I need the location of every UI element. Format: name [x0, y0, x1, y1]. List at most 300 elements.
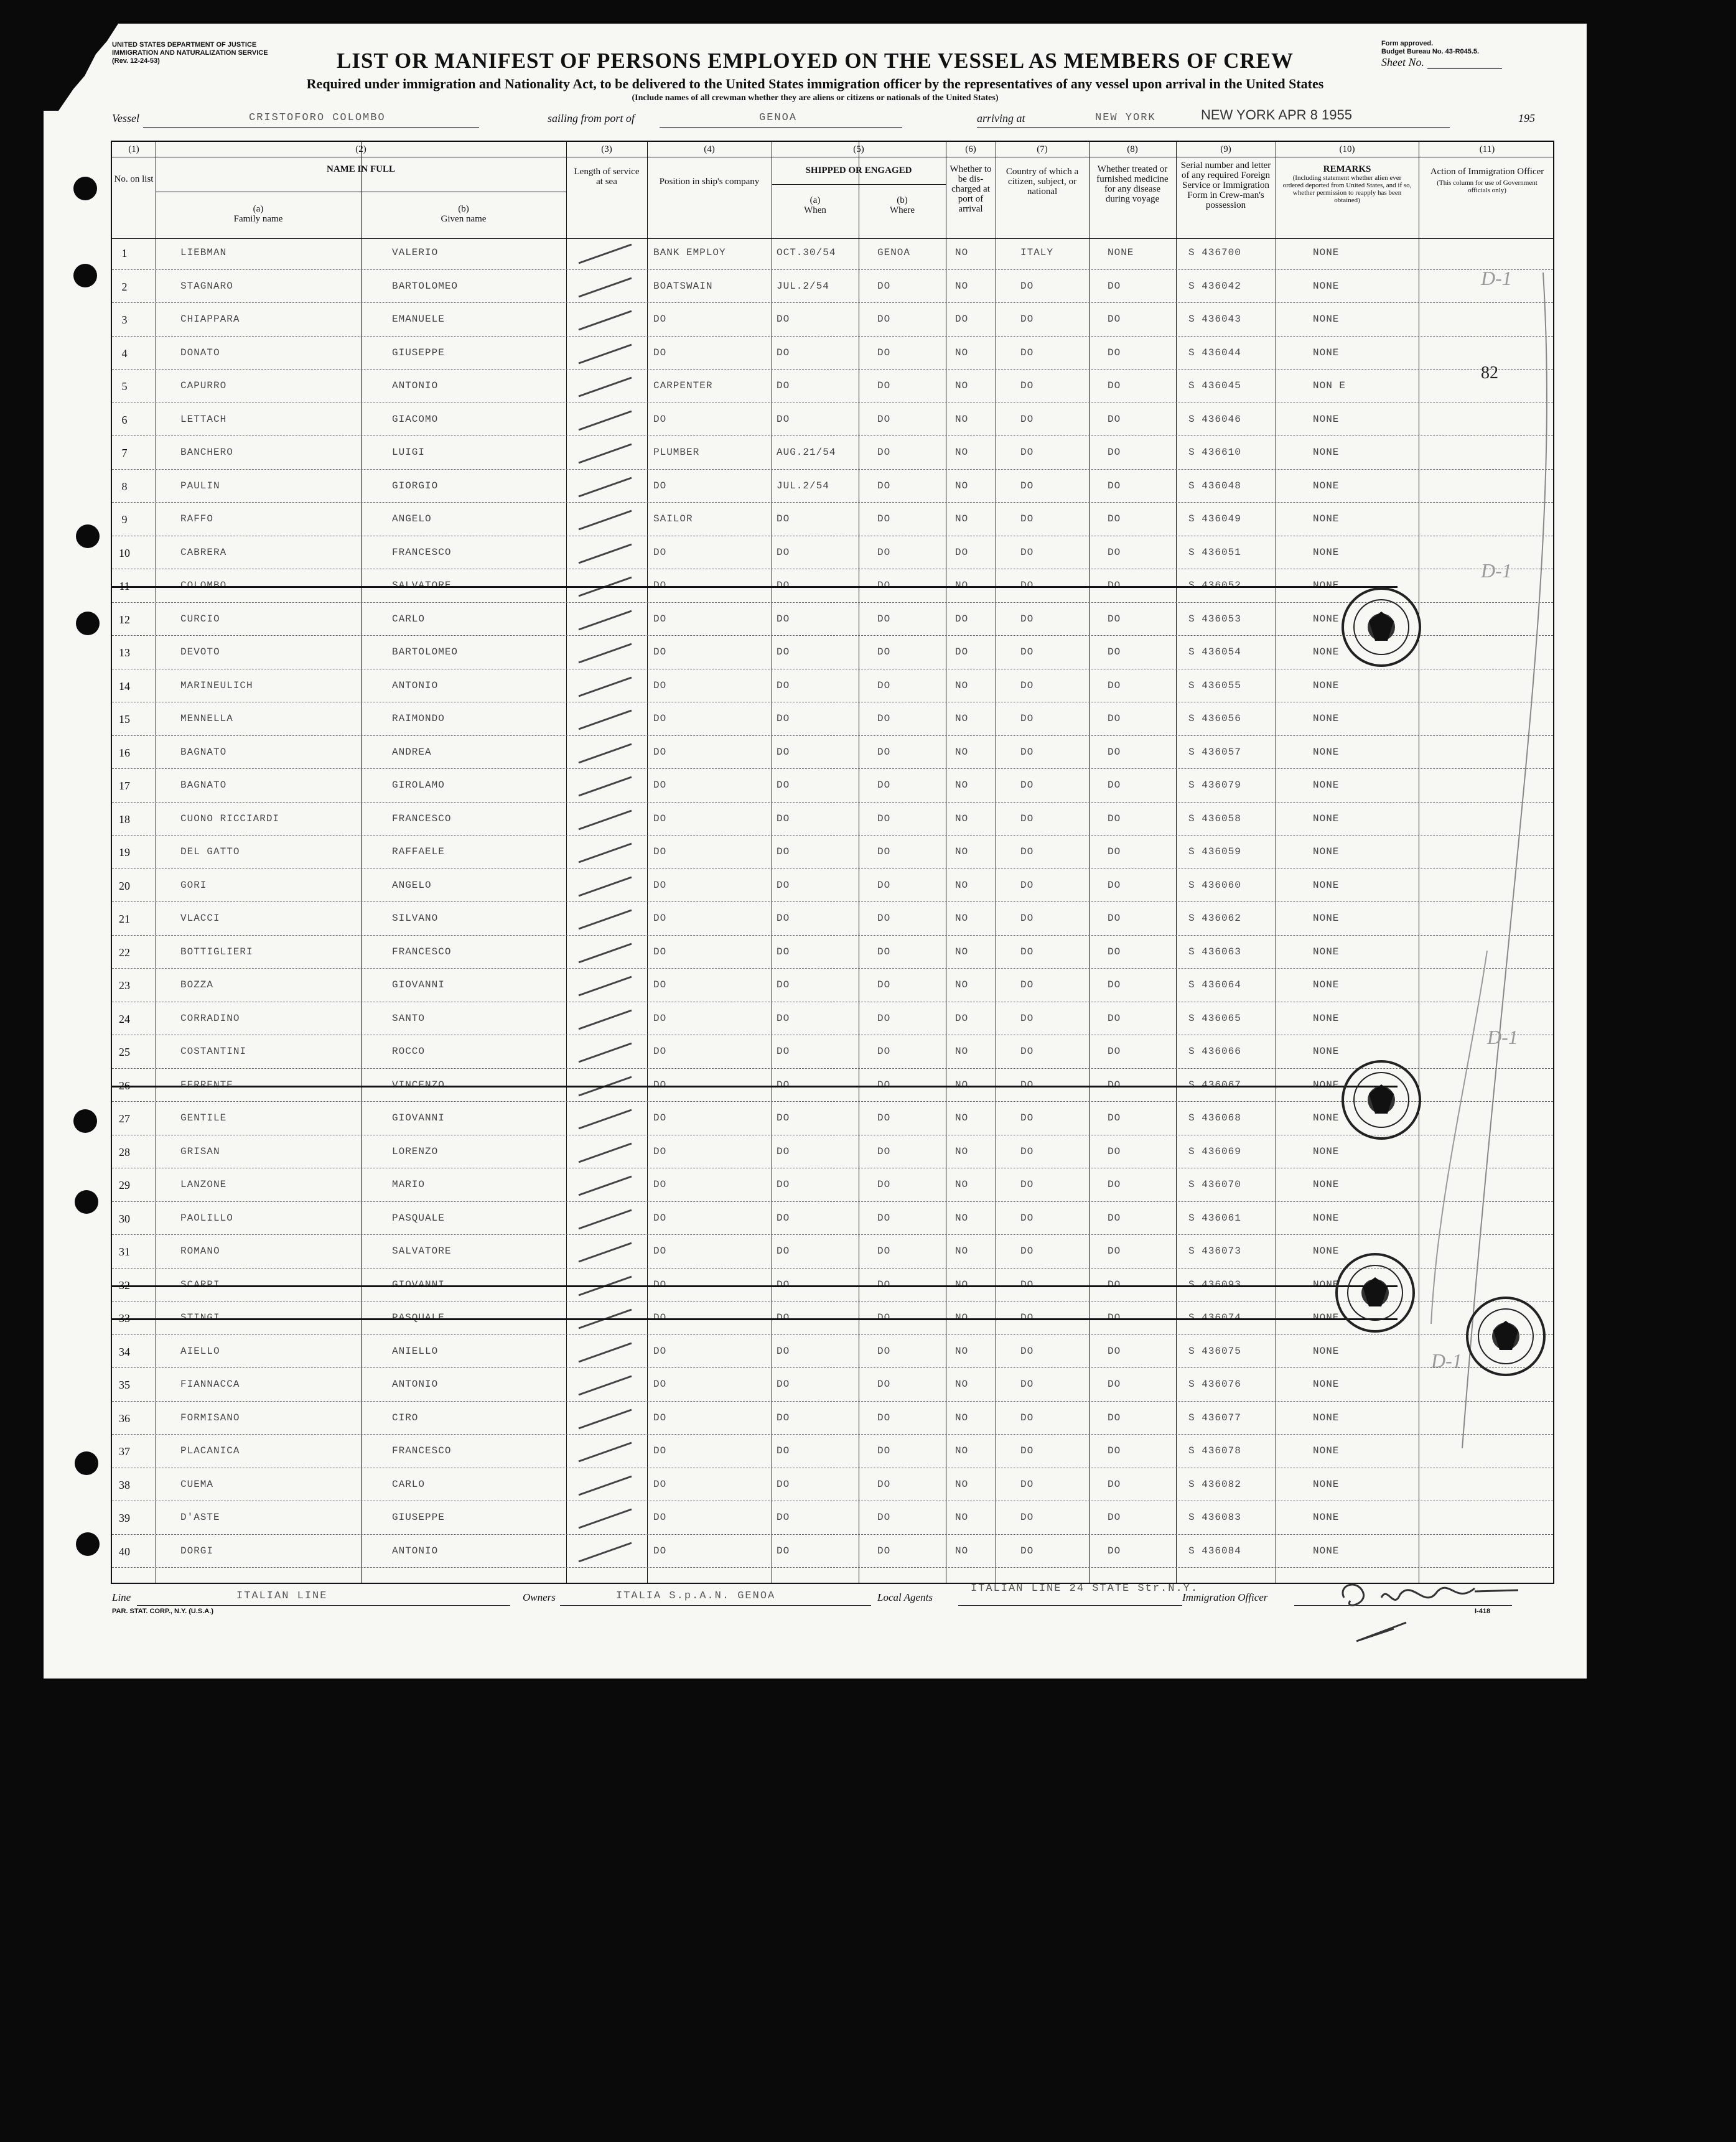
row-number: 33: [119, 1312, 130, 1325]
cell-given: ANTONIO: [392, 1545, 439, 1557]
cell-rem: NONE: [1313, 1312, 1340, 1323]
port-name: GENOA: [759, 112, 798, 124]
cell-country: DO: [1020, 1379, 1034, 1390]
punch-hole: [76, 524, 100, 548]
row-number: 26: [119, 1079, 130, 1092]
cell-where: DO: [877, 280, 891, 292]
cell-given: CARLO: [392, 1478, 426, 1490]
cell-serial: S 436042: [1188, 280, 1241, 292]
arriving-port: NEW YORK: [1095, 112, 1156, 124]
cell-med: DO: [1108, 413, 1121, 425]
cell-given: FRANCESCO: [392, 546, 452, 558]
cell-pos: DO: [653, 1079, 667, 1091]
cell-rem: NONE: [1313, 1545, 1340, 1557]
cell-family: LETTACH: [180, 413, 227, 425]
consulate-seal: [1338, 584, 1425, 671]
cell-family: ROMANO: [180, 1246, 220, 1257]
cell-when: DO: [777, 1212, 790, 1224]
manifest-page: [44, 24, 1587, 1679]
owners-value: ITALIA S.p.A.N. GENOA: [616, 1590, 776, 1602]
cell-med: DO: [1108, 1478, 1121, 1490]
cell-family: CABRERA: [180, 546, 227, 558]
cell-med: DO: [1108, 979, 1121, 990]
cell-country: DO: [1020, 347, 1034, 358]
cell-when: DO: [777, 1145, 790, 1157]
cell-given: ANDREA: [392, 746, 432, 758]
row-number: 27: [119, 1112, 130, 1125]
cell-family: GRISAN: [180, 1145, 220, 1157]
cell-dis: NO: [955, 1278, 969, 1290]
cell-family: CAPURRO: [180, 380, 227, 391]
cell-given: ANTONIO: [392, 1379, 439, 1390]
cell-pos: DO: [653, 946, 667, 957]
form-code: I-418: [1475, 1608, 1491, 1615]
cell-med: DO: [1108, 813, 1121, 824]
cell-when: DO: [777, 679, 790, 691]
cell-where: DO: [877, 314, 891, 325]
cell-when: DO: [777, 380, 790, 391]
cell-where: DO: [877, 513, 891, 524]
cell-country: DO: [1020, 846, 1034, 857]
cell-family: LANZONE: [180, 1179, 227, 1190]
row-number: 15: [119, 713, 130, 725]
cell-country: DO: [1020, 1012, 1034, 1024]
cell-when: DO: [777, 979, 790, 990]
cell-pos: DO: [653, 314, 667, 325]
cell-serial: S 436058: [1188, 813, 1241, 824]
cell-country: DO: [1020, 513, 1034, 524]
cell-country: DO: [1020, 679, 1034, 691]
sailing-label: sailing from port of: [548, 112, 635, 124]
cell-serial: S 436079: [1188, 780, 1241, 791]
cell-where: DO: [877, 546, 891, 558]
cell-country: DO: [1020, 380, 1034, 391]
cell-when: DO: [777, 1112, 790, 1124]
cell-where: DO: [877, 1112, 891, 1124]
cell-pos: DO: [653, 813, 667, 824]
cell-pos: BANK EMPLOY: [653, 247, 726, 258]
cell-when: DO: [777, 813, 790, 824]
cell-country: DO: [1020, 280, 1034, 292]
cell-family: GORI: [180, 879, 207, 891]
manifest-title: LIST OR MANIFEST OF PERSONS EMPLOYED ON THE VESSEL AS MEMBERS OF CREW: [336, 49, 1294, 73]
cell-pos: DO: [653, 713, 667, 724]
cell-pos: DO: [653, 1278, 667, 1290]
cell-country: DO: [1020, 1278, 1034, 1290]
cell-where: DO: [877, 1212, 891, 1224]
cell-serial: S 436054: [1188, 646, 1241, 658]
row-number: 36: [119, 1412, 130, 1425]
row-number: 28: [119, 1145, 130, 1158]
cell-pos: DO: [653, 846, 667, 857]
cell-dis: NO: [955, 580, 969, 591]
cell-when: DO: [777, 713, 790, 724]
row-number: 38: [119, 1478, 130, 1491]
cell-where: DO: [877, 1412, 891, 1423]
cell-family: BANCHERO: [180, 447, 233, 458]
cell-given: FRANCESCO: [392, 813, 452, 824]
cell-pos: DO: [653, 1112, 667, 1124]
cell-when: DO: [777, 613, 790, 625]
cell-dis: NO: [955, 1212, 969, 1224]
cell-serial: S 436070: [1188, 1179, 1241, 1190]
cell-rem: NONE: [1313, 1478, 1340, 1490]
cell-country: DO: [1020, 713, 1034, 724]
cell-where: DO: [877, 713, 891, 724]
cell-country: DO: [1020, 746, 1034, 758]
cell-med: DO: [1108, 1545, 1121, 1557]
disposition-mark: D-1: [1487, 1026, 1518, 1048]
cell-when: DO: [777, 1345, 790, 1357]
cell-when: DO: [777, 1512, 790, 1523]
cell-given: ANGELO: [392, 879, 432, 891]
cell-dis: NO: [955, 780, 969, 791]
cell-when: DO: [777, 1412, 790, 1423]
cell-family: MARINEULICH: [180, 679, 253, 691]
cell-when: DO: [777, 746, 790, 758]
cell-pos: DO: [653, 679, 667, 691]
cell-family: FORMISANO: [180, 1412, 240, 1423]
cell-where: DO: [877, 1512, 891, 1523]
cell-serial: S 436056: [1188, 713, 1241, 724]
cell-given: ANTONIO: [392, 380, 439, 391]
cell-rem: NONE: [1313, 247, 1340, 258]
cell-country: DO: [1020, 1212, 1034, 1224]
row-number: 23: [119, 979, 130, 992]
cell-when: DO: [777, 1246, 790, 1257]
cell-country: DO: [1020, 946, 1034, 957]
cell-dis: NO: [955, 447, 969, 458]
cell-serial: S 436093: [1188, 1278, 1241, 1290]
cell-rem: NONE: [1313, 1112, 1340, 1124]
owners-label: Owners: [523, 1591, 556, 1603]
cell-family: BAGNATO: [180, 746, 227, 758]
row-number: 11: [119, 580, 130, 592]
cell-family: COSTANTINI: [180, 1046, 247, 1057]
cell-family: RAFFO: [180, 513, 214, 524]
cell-pos: DO: [653, 613, 667, 625]
cell-rem: NONE: [1313, 1278, 1340, 1290]
cell-serial: S 436048: [1188, 480, 1241, 491]
cell-rem: NON E: [1313, 380, 1346, 391]
cell-serial: S 436069: [1188, 1145, 1241, 1157]
row-number: 29: [119, 1179, 130, 1191]
cell-dis: DO: [955, 646, 969, 658]
cell-given: LUIGI: [392, 447, 426, 458]
cell-where: DO: [877, 1079, 891, 1091]
cell-serial: S 436610: [1188, 447, 1241, 458]
cell-given: GIOVANNI: [392, 1112, 445, 1124]
cell-med: DO: [1108, 480, 1121, 491]
row-number: 3: [121, 314, 128, 326]
row-number: 32: [119, 1278, 130, 1292]
col-no-header: No. on list: [114, 174, 154, 184]
seal-graphic: [1343, 1061, 1420, 1139]
cell-serial: S 436046: [1188, 413, 1241, 425]
cell-rem: NONE: [1313, 513, 1340, 524]
row-number: 31: [119, 1246, 130, 1258]
cell-given: BARTOLOMEO: [392, 646, 459, 658]
cell-when: DO: [777, 646, 790, 658]
cell-pos: DO: [653, 879, 667, 891]
cell-dis: NO: [955, 1379, 969, 1390]
cell-dis: DO: [955, 1012, 969, 1024]
cell-dis: NO: [955, 380, 969, 391]
cell-pos: DO: [653, 1379, 667, 1390]
cell-given: ANIELLO: [392, 1345, 439, 1357]
col-position-header: Position in ship's company: [659, 177, 760, 187]
col-discharge-header: Whether to be dis-charged at port of arrival: [950, 164, 992, 214]
cell-where: DO: [877, 813, 891, 824]
cell-where: DO: [877, 1179, 891, 1190]
cell-rem: NONE: [1313, 1345, 1340, 1357]
cell-where: DO: [877, 879, 891, 891]
cell-family: BAGNATO: [180, 780, 227, 791]
row-number: 14: [119, 679, 130, 692]
row-number: 18: [119, 813, 130, 826]
cell-rem: NONE: [1313, 1079, 1340, 1091]
printer-credit: PAR. STAT. CORP., N.Y. (U.S.A.): [112, 1608, 213, 1615]
cell-when: DO: [777, 314, 790, 325]
cell-where: DO: [877, 780, 891, 791]
cell-family: CUONO RICCIARDI: [180, 813, 280, 824]
cell-pos: DO: [653, 1179, 667, 1190]
cell-pos: CARPENTER: [653, 380, 713, 391]
cell-serial: S 436044: [1188, 347, 1241, 358]
cell-serial: S 436064: [1188, 979, 1241, 990]
cell-where: DO: [877, 1445, 891, 1456]
cell-rem: NONE: [1313, 280, 1340, 292]
row-number: 22: [119, 946, 130, 959]
cell-country: DO: [1020, 413, 1034, 425]
cell-pos: SAILOR: [653, 513, 693, 524]
count-annotation: 82: [1481, 363, 1498, 383]
row-number: 37: [119, 1445, 130, 1458]
cell-rem: NONE: [1313, 1212, 1340, 1224]
cell-family: DEVOTO: [180, 646, 220, 658]
cell-rem: NONE: [1313, 780, 1340, 791]
cell-dis: NO: [955, 746, 969, 758]
cell-given: BARTOLOMEO: [392, 280, 459, 292]
cell-pos: DO: [653, 1412, 667, 1423]
cell-where: DO: [877, 347, 891, 358]
cell-given: FRANCESCO: [392, 946, 452, 957]
cell-where: DO: [877, 413, 891, 425]
cell-serial: S 436045: [1188, 380, 1241, 391]
cell-country: DO: [1020, 1246, 1034, 1257]
punch-hole: [73, 177, 97, 200]
cell-med: DO: [1108, 1345, 1121, 1357]
cell-med: DO: [1108, 1445, 1121, 1456]
cell-dis: NO: [955, 946, 969, 957]
cell-serial: S 436043: [1188, 314, 1241, 325]
cell-pos: DO: [653, 1012, 667, 1024]
cell-med: DO: [1108, 1079, 1121, 1091]
cell-med: DO: [1108, 1145, 1121, 1157]
cell-when: JUL.2/54: [777, 480, 829, 491]
cell-rem: NONE: [1313, 480, 1340, 491]
cell-serial: S 436053: [1188, 613, 1241, 625]
crew-table: (1) (2) (3) (4) (5) (6) (7) (8) (9) (10) (11) No. on list NAME IN FULL (a) Family name (b) Given name Length of service at sea Position in ship's company SHIPPED OR ENGAGED (a) When (b) Where Whether to be dis-charged at port of arrival Country of which a citizen, subject, or national Whether treated or furnished medicine for any disease during voyage Serial number and letter of any required Foreign Service or Immigration Form in Crew-man's possession REMARKS (Including statement whether alien ever ordered deported from United States, and if so, whether permission to reapply has been obtained) Action of Immigration Officer (This column for use of Government officials only) 1 LIEBMAN VALERIO BANK EMPLOY OCT.30/54 GENOA NO ITALY NONE S 436700 NONE 2 STAGNARO BARTOLOMEO BOATSWAIN JUL.2/54 DO NO DO DO S 436042 NONE 3 CHIAPPARA EMANUELE DO DO DO DO DO DO S 436043 NONE 4 DONATO GIUSEPPE DO DO DO NO DO DO S 436044 NONE 5 CAPURRO ANTONIO CARPENTER DO DO NO DO DO S 436045 NON E 6 LETTACH GIACOMO DO DO DO NO DO DO S 436046 NONE 7 BANCHERO LUIGI PLUMBER AUG.21/54 DO NO DO DO S 436610 NONE 8 PAULIN GIORGIO DO JUL.2/54 DO NO DO DO S 436048 NONE 9 RAFFO ANGELO SAILOR DO DO NO DO DO S 436049 NONE 10 CABRERA FRANCESCO DO DO DO DO DO DO S 436051 NONE 11 COLOMBO SALVATORE DO DO DO NO DO DO S 436052 NONE 12 CURCIO CARLO DO DO DO DO DO DO S 436053 NONE 13 DEVOTO BARTOLOMEO DO DO DO DO DO DO S 436054 NONE 14 MARINEULICH ANTONIO DO DO DO NO DO DO S 436055 NONE 15 MENNELLA RAIMONDO DO DO DO NO DO DO S 436056 NONE 16 BAGNATO ANDREA DO DO DO NO DO DO S 436057 NONE 17 BAGNATO GIROLAMO DO DO DO NO DO DO S 436079 NONE 18 CUONO RICCIARDI FRANCESCO DO DO DO NO DO DO S 436058 NONE 19 DEL GATTO RAFFAELE DO DO DO NO DO DO S 436059 NONE 20 GORI ANGELO DO DO DO NO DO DO S 436060 NONE 21 VLACCI SILVANO DO DO DO NO DO DO S 436062 NONE 22 BOTTIGLIERI FRANCESCO DO DO DO NO DO DO S 436063 NONE 23 BOZZA GIOVANNI DO DO DO NO DO DO S 436064 NONE 24 CORRADINO SANTO DO DO DO DO DO DO S 436065 NONE 25 COSTANTINI ROCCO DO DO DO NO DO DO S 436066 NONE 26 FERRENTE VINCENZO DO DO DO NO DO DO S 436067 NONE 27 GENTILE GIOVANNI DO DO DO NO DO DO S 436068 NONE 28 GRISAN LORENZO DO DO DO NO DO DO S 436069 NONE 29 LANZONE MARIO DO DO DO NO DO DO S 436070 NONE 30 PAOLILLO PASQUALE DO DO DO NO DO DO S 436061 NONE 31 ROMANO SALVATORE DO DO DO NO DO DO S 436073 NONE 32 SCARPI GIOVANNI DO DO DO NO DO DO S 436093 NONE 33 STINGI PASQUALE DO DO DO NO DO DO S 436074 NONE 34 AIELLO ANIELLO DO DO DO NO DO DO S 436075 NONE 35 FIANNACCA ANTONIO DO DO DO NO DO DO S 436076 NONE 36 FORMISANO CIRO DO DO DO NO DO DO S 436077 NONE 37 PLACANICA FRANCESCO DO DO DO NO DO DO S 436078 NONE 38 CUEMA CARLO DO DO DO NO DO DO S 436082 NONE 39 D'ASTE GIUSEPPE DO DO DO NO DO DO S 436083 NONE 40 DORGI ANTONIO DO DO DO NO DO DO S 436084 NONE 82 D-1 D-1 D-1 D-1: [111, 141, 1554, 1584]
col-when-header: (a) When: [804, 195, 826, 215]
cell-when: DO: [777, 1545, 790, 1557]
cell-given: VALERIO: [392, 247, 439, 258]
row-number: 1: [121, 247, 128, 259]
col-shipped-header: SHIPPED OR ENGAGED: [805, 165, 912, 175]
cell-pos: DO: [653, 1046, 667, 1057]
disposition-mark: D-1: [1481, 267, 1512, 289]
cell-med: DO: [1108, 879, 1121, 891]
cell-given: SALVATORE: [392, 1246, 452, 1257]
sheet-number: Sheet No.: [1381, 56, 1502, 69]
cell-dis: NO: [955, 1145, 969, 1157]
officer-label: Immigration Officer: [1182, 1591, 1268, 1603]
cell-pos: DO: [653, 979, 667, 990]
cell-country: DO: [1020, 813, 1034, 824]
cell-family: CORRADINO: [180, 1012, 240, 1024]
cell-country: DO: [1020, 1478, 1034, 1490]
cell-where: DO: [877, 946, 891, 957]
col-country-header: Country of which a citizen, subject, or national: [1006, 167, 1079, 197]
cell-rem: NONE: [1313, 913, 1340, 924]
cell-family: GENTILE: [180, 1112, 227, 1124]
cell-when: AUG.21/54: [777, 447, 836, 458]
cell-country: DO: [1020, 1445, 1034, 1456]
cell-where: DO: [877, 580, 891, 591]
cell-when: DO: [777, 413, 790, 425]
cell-where: DO: [877, 979, 891, 990]
year-label: 195: [1518, 112, 1535, 124]
col-family-header: (a) Family name: [233, 204, 283, 224]
cell-given: LORENZO: [392, 1145, 439, 1157]
cell-given: GIOVANNI: [392, 979, 445, 990]
cell-given: GIUSEPPE: [392, 1512, 445, 1523]
form-agency-header: UNITED STATES DEPARTMENT OF JUSTICE IMMIGRATION AND NATURALIZATION SERVICE (Rev. 12-24-53): [112, 41, 268, 65]
punch-hole: [75, 1451, 98, 1475]
cell-pos: DO: [653, 1145, 667, 1157]
cell-where: GENOA: [877, 247, 911, 258]
cell-given: VINCENZO: [392, 1079, 445, 1091]
cell-med: DO: [1108, 1379, 1121, 1390]
cell-med: DO: [1108, 1512, 1121, 1523]
row-number: 25: [119, 1046, 130, 1058]
cell-family: CUEMA: [180, 1478, 214, 1490]
cell-pos: DO: [653, 1445, 667, 1456]
cell-serial: S 436074: [1188, 1312, 1241, 1323]
cell-where: DO: [877, 1046, 891, 1057]
cell-where: DO: [877, 913, 891, 924]
cell-dis: NO: [955, 1512, 969, 1523]
cell-family: VLACCI: [180, 913, 220, 924]
cell-family: DEL GATTO: [180, 846, 240, 857]
cell-med: DO: [1108, 646, 1121, 658]
cell-where: DO: [877, 447, 891, 458]
col-where-header: (b) Where: [890, 195, 915, 215]
cell-med: DO: [1108, 1312, 1121, 1323]
cell-dis: NO: [955, 1478, 969, 1490]
cell-country: DO: [1020, 580, 1034, 591]
cell-dis: NO: [955, 1412, 969, 1423]
cell-serial: S 436055: [1188, 679, 1241, 691]
cell-dis: NO: [955, 1079, 969, 1091]
arriving-label: arriving at: [977, 112, 1025, 124]
cell-dis: NO: [955, 813, 969, 824]
col-service-header: Length of service at sea: [574, 167, 640, 187]
cell-rem: NONE: [1313, 546, 1340, 558]
cell-dis: NO: [955, 1345, 969, 1357]
cell-family: CURCIO: [180, 613, 220, 625]
cell-serial: S 436067: [1188, 1079, 1241, 1091]
cell-family: PAULIN: [180, 480, 220, 491]
cell-where: DO: [877, 1545, 891, 1557]
cell-rem: NONE: [1313, 413, 1340, 425]
row-number: 5: [121, 380, 128, 393]
punch-hole: [73, 1109, 97, 1133]
cell-rem: NONE: [1313, 580, 1340, 591]
cell-med: DO: [1108, 946, 1121, 957]
cell-pos: DO: [653, 480, 667, 491]
row-number: 16: [119, 746, 130, 759]
cell-family: PAOLILLO: [180, 1212, 233, 1224]
cell-pos: DO: [653, 1478, 667, 1490]
row-number: 20: [119, 879, 130, 892]
cell-dis: DO: [955, 613, 969, 625]
col-action-header: Action of Immigration Officer (This column for use of Government officials only): [1430, 167, 1544, 194]
cell-family: BOZZA: [180, 979, 214, 990]
cell-serial: S 436068: [1188, 1112, 1241, 1124]
row-number: 17: [119, 780, 130, 792]
row-number: 34: [119, 1345, 130, 1358]
cell-when: DO: [777, 347, 790, 358]
cell-where: DO: [877, 646, 891, 658]
pencil-annotations: [112, 142, 1556, 1585]
cell-serial: S 436063: [1188, 946, 1241, 957]
cell-dis: NO: [955, 280, 969, 292]
cell-when: DO: [777, 580, 790, 591]
cell-when: DO: [777, 780, 790, 791]
agents-value: ITALIAN LINE 24 STATE Str.N.Y.: [971, 1583, 1199, 1595]
manifest-footer: [112, 1583, 1562, 1610]
col-name-header: NAME IN FULL: [326, 164, 395, 174]
cell-when: DO: [777, 846, 790, 857]
cell-pos: DO: [653, 1512, 667, 1523]
line-label: Line: [112, 1591, 131, 1603]
cell-dis: NO: [955, 1112, 969, 1124]
cell-dis: NO: [955, 846, 969, 857]
cell-serial: S 436051: [1188, 546, 1241, 558]
cell-when: OCT.30/54: [777, 247, 836, 258]
col-remarks-header: REMARKS (Including statement whether alien ever ordered deported from United States, and if so, whether permission to reapply has been obtained): [1282, 164, 1412, 204]
cell-given: GIACOMO: [392, 413, 439, 425]
cell-pos: DO: [653, 580, 667, 591]
cell-given: GIROLAMO: [392, 780, 445, 791]
cell-rem: NONE: [1313, 1412, 1340, 1423]
cell-when: DO: [777, 1312, 790, 1323]
cell-rem: NONE: [1313, 1379, 1340, 1390]
cell-where: DO: [877, 1012, 891, 1024]
cell-rem: NONE: [1313, 846, 1340, 857]
cell-country: DO: [1020, 1046, 1034, 1057]
cell-serial: S 436078: [1188, 1445, 1241, 1456]
cell-given: CARLO: [392, 613, 426, 625]
cell-rem: NONE: [1313, 1145, 1340, 1157]
cell-dis: NO: [955, 713, 969, 724]
cell-pos: DO: [653, 746, 667, 758]
cell-when: DO: [777, 913, 790, 924]
cell-country: DO: [1020, 1079, 1034, 1091]
cell-where: DO: [877, 613, 891, 625]
cell-family: MENNELLA: [180, 713, 233, 724]
